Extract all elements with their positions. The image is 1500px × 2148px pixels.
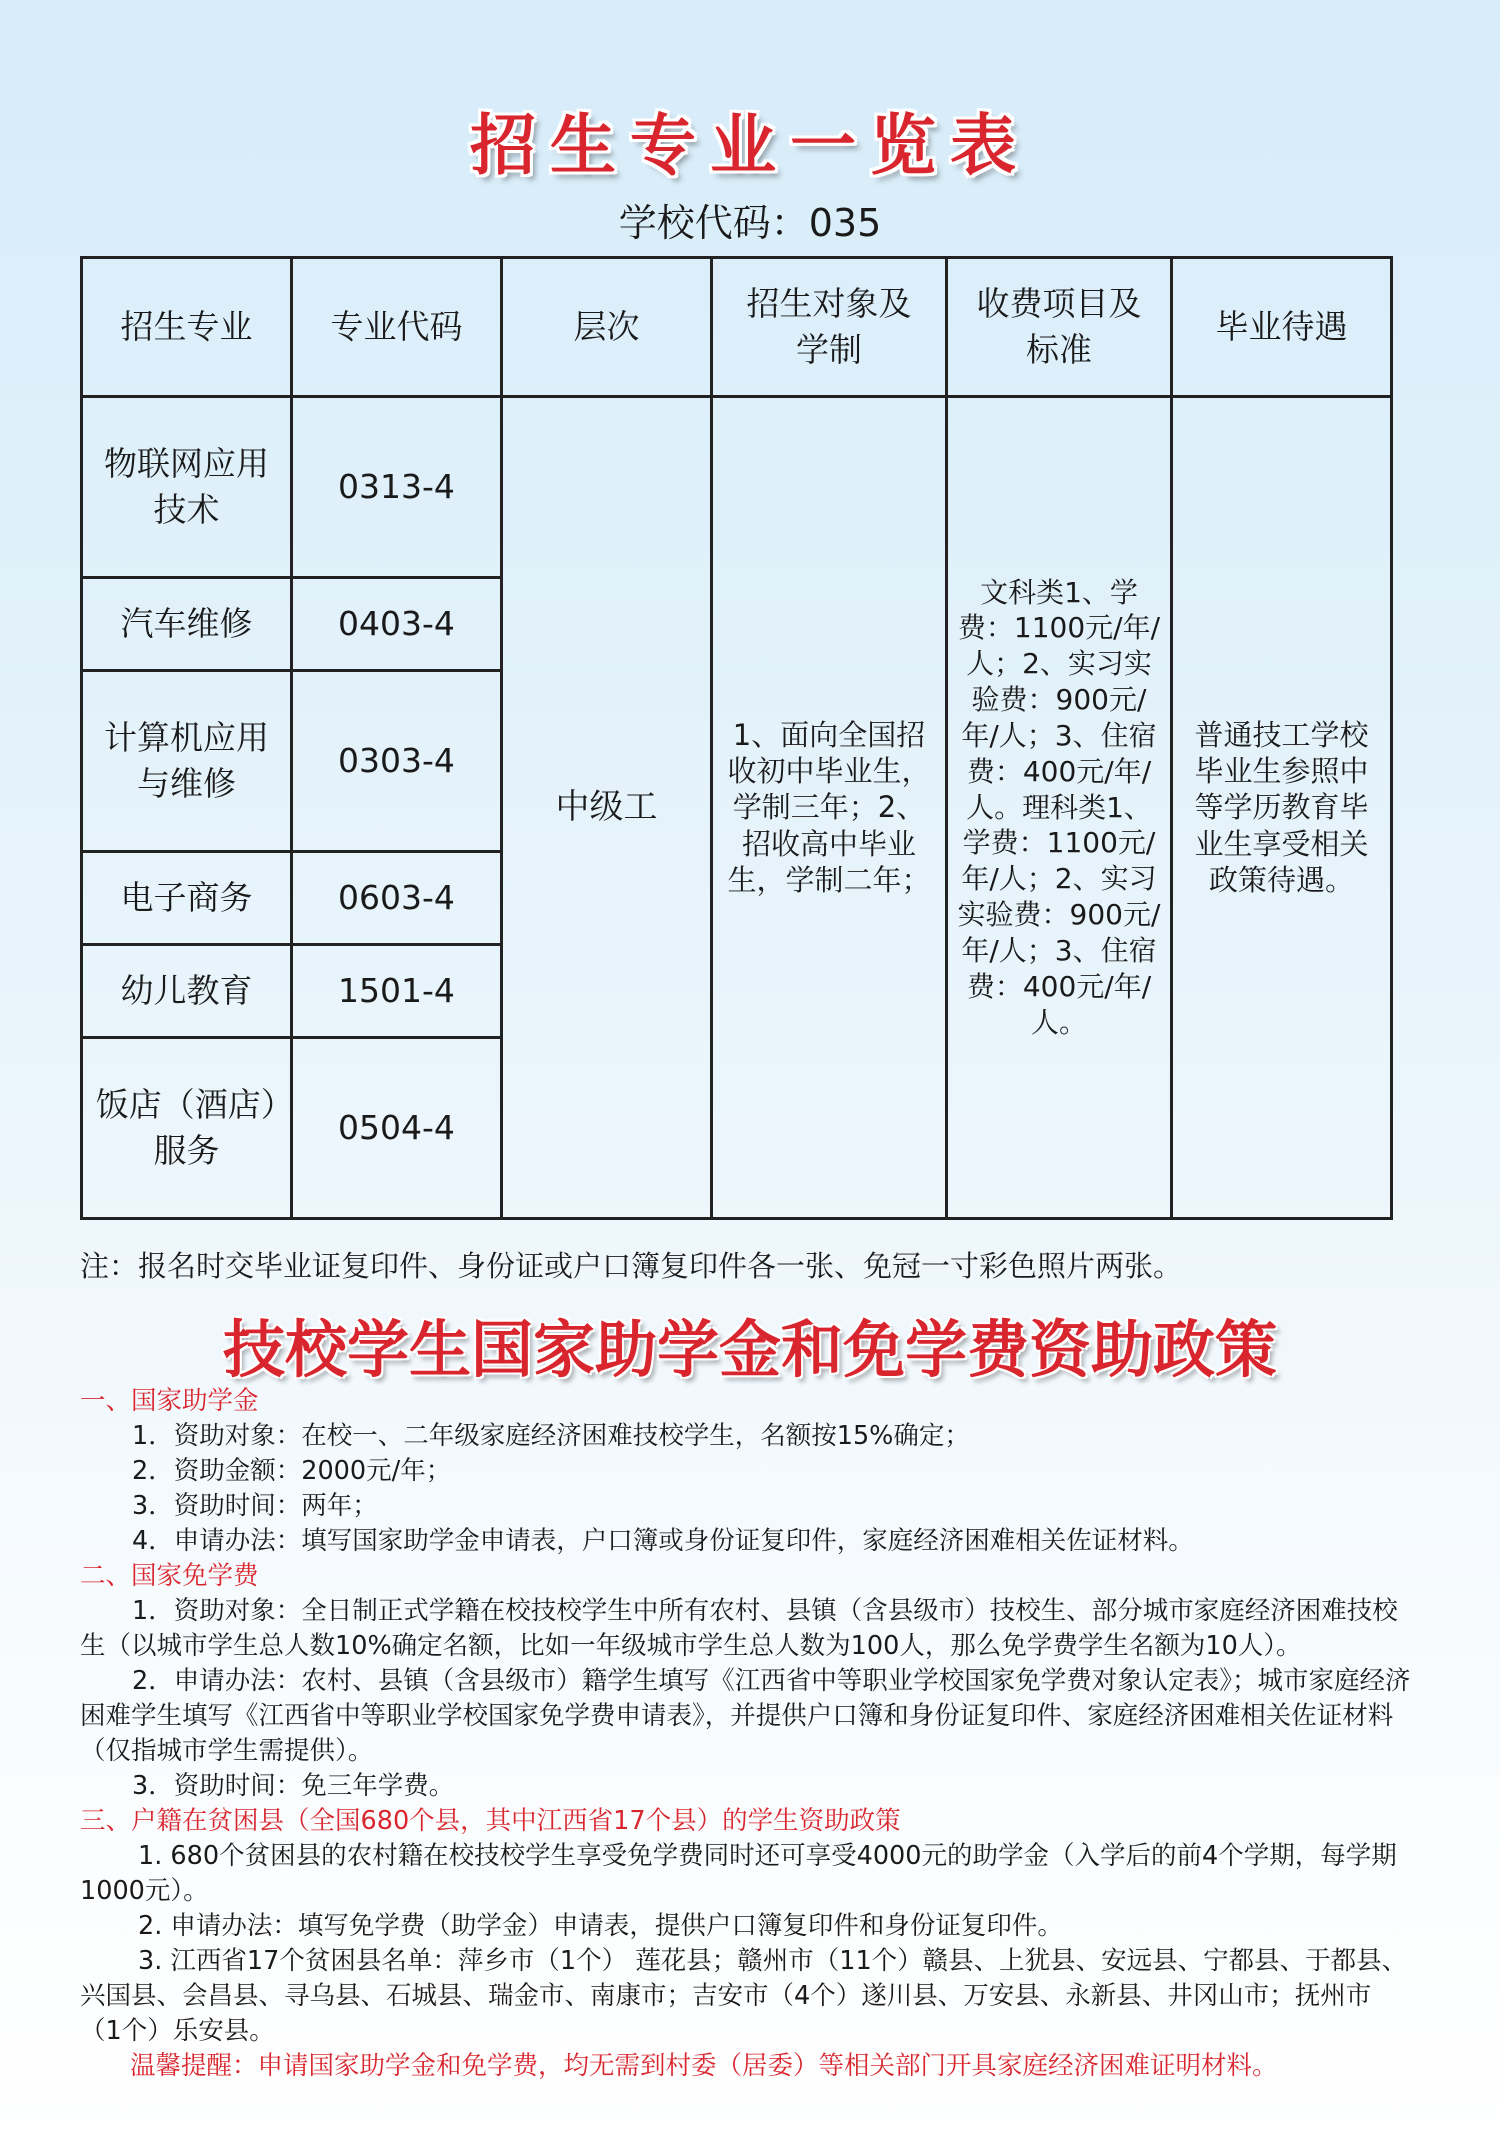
- policy-item: 3. 江西省17个贫困县名单：萍乡市（1个） 莲花县；赣州市（11个）赣县、上犹县、安远县、宁都县、于都县、兴国县、会昌县、寻乌县、石城县、瑞金市、南康市；吉安市（4个）遂川县、万安县、永新县、井冈山市；抚州市（1个）乐安县。: [80, 1946, 1408, 2046]
- major-code: 0313-4: [292, 397, 502, 578]
- school-code: 学校代码：035: [618, 201, 882, 245]
- policy-item: 2．申请办法：农村、县镇（含县级市）籍学生填写《江西省中等职业学校国家免学费对象认定表》；城市家庭经济困难学生填写《江西省中等职业学校国家免学费申请表》，并提供户口簿和身份证复印件、家庭经济困难相关佐证材料（仅指城市学生需提供）。: [80, 1666, 1411, 1766]
- target-cell: 1、面向全国招收初中毕业生，学制三年；2、招收高中毕业生，学制二年；: [712, 397, 947, 1219]
- section-heading: 一、国家助学金: [80, 1386, 259, 1416]
- policy-body: [80, 1384, 1412, 2084]
- header-level: 层次: [502, 258, 712, 397]
- major-name: 物联网应用技术: [82, 397, 292, 578]
- page-title: 招生专业一览表: [470, 107, 1030, 184]
- policy-item: 1．资助对象：全日制正式学籍在校技校学生中所有农村、县镇（含县级市）技校生、部分城市家庭经济困难技校生（以城市学生总人数10%确定名额，比如一年级城市学生总人数为100人，那么免学费学生名额为10人）。: [80, 1596, 1398, 1661]
- table-row: [82, 397, 1392, 578]
- header-code: 专业代码: [292, 258, 502, 397]
- policy-item: 2. 申请办法：填写免学费（助学金）申请表，提供户口簿复印件和身份证复印件。: [138, 1911, 1063, 1941]
- policy-item: 4．申请办法：填写国家助学金申请表，户口簿或身份证复印件，家庭经济困难相关佐证材料。: [132, 1526, 1194, 1556]
- section-heading: 二、国家免学费: [80, 1561, 259, 1591]
- policy-title: 技校学生国家助学金和免学费资助政策: [222, 1313, 1277, 1386]
- major-code: 0603-4: [292, 851, 502, 944]
- major-name: 幼儿教育: [82, 944, 292, 1037]
- registration-note: 注：报名时交毕业证复印件、身份证或户口簿复印件各一张、免冠一寸彩色照片两张。: [80, 1249, 1183, 1283]
- major-name: 计算机应用与维修: [82, 670, 292, 851]
- policy-item: 1. 680个贫困县的农村籍在校技校学生享受免学费同时还可享受4000元的助学金（入学后的前4个学期，每学期1000元）。: [80, 1841, 1397, 1906]
- reminder-text: 温馨提醒：申请国家助学金和免学费，均无需到村委（居委）等相关部门开具家庭经济困难证明材料。: [130, 2051, 1278, 2081]
- section-heading: 三、户籍在贫困县（全国680个县，其中江西省17个县）的学生资助政策: [80, 1806, 901, 1836]
- header-fees: 收费项目及标准: [947, 258, 1172, 397]
- majors-table: [80, 256, 1393, 1220]
- policy-item: 3．资助时间：两年；: [132, 1491, 378, 1521]
- table-header-row: [82, 258, 1392, 397]
- major-name: 汽车维修: [82, 577, 292, 670]
- header-major: 招生专业: [82, 258, 292, 397]
- policy-item: 1．资助对象：在校一、二年级家庭经济困难技校学生，名额按15%确定；: [132, 1421, 970, 1451]
- policy-item: 2．资助金额：2000元/年；: [132, 1456, 452, 1486]
- major-code: 0303-4: [292, 670, 502, 851]
- major-code: 1501-4: [292, 944, 502, 1037]
- header-treatment: 毕业待遇: [1172, 258, 1392, 397]
- major-code: 0504-4: [292, 1038, 502, 1219]
- major-code: 0403-4: [292, 577, 502, 670]
- fees-cell: 文科类1、学费：1100元/年/人；2、实习实验费：900元/年/人；3、住宿费：400元/年/人。理科类1、学费：1100元/年/人；2、实习实验费：900元/年/人；3、住宿费：400元/年/人。: [947, 397, 1172, 1219]
- header-target: 招生对象及学制: [712, 258, 947, 397]
- treatment-cell: 普通技工学校毕业生参照中等学历教育毕业生享受相关政策待遇。: [1172, 397, 1392, 1219]
- policy-item: 3．资助时间：免三年学费。: [132, 1771, 455, 1801]
- level-cell: 中级工: [502, 397, 712, 1219]
- major-name: 饭店（酒店）服务: [82, 1038, 292, 1219]
- major-name: 电子商务: [82, 851, 292, 944]
